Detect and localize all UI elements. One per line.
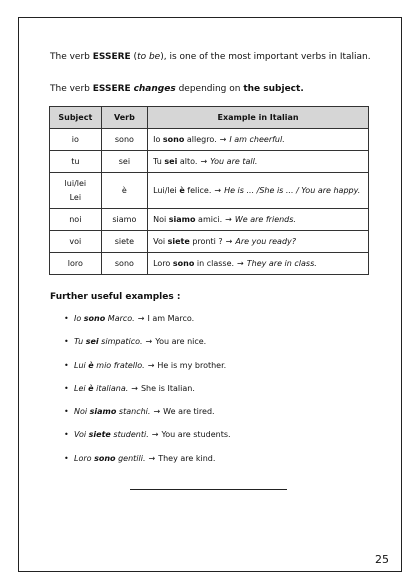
verb-cell: siete <box>101 231 147 253</box>
list-item <box>64 360 231 383</box>
intro-prefix: The verb <box>50 52 93 62</box>
table-row <box>50 253 369 275</box>
header-verb: Verb <box>101 107 147 129</box>
example-cell <box>148 151 369 173</box>
arrow-icon: → <box>225 237 233 246</box>
example-verb: è <box>88 360 94 370</box>
table-header-row <box>50 107 369 129</box>
arrow-icon: → <box>148 453 156 463</box>
example-post: allegro. <box>184 135 217 144</box>
example-post: studenti. <box>110 430 149 440</box>
further-examples-title: Further useful examples : <box>50 292 181 302</box>
intro-paragraph <box>50 52 371 63</box>
arrow-icon: → <box>237 259 244 268</box>
example-post: amici. <box>195 215 223 224</box>
example-pre: Lui <box>74 360 89 370</box>
divider-line <box>130 489 287 490</box>
conjugation-table <box>49 106 369 275</box>
changes-paragraph <box>50 84 304 95</box>
arrow-icon: → <box>151 430 159 440</box>
verb-cell: siamo <box>101 209 147 231</box>
arrow-icon: → <box>214 186 222 195</box>
examples-list <box>64 313 231 476</box>
changes-middle: depending on <box>175 84 244 94</box>
bullet-icon: • <box>64 360 69 370</box>
example-post: mio fratello. <box>93 360 145 370</box>
list-item <box>64 336 231 359</box>
example-verb: è <box>88 383 94 393</box>
example-translation: I am cheerful. <box>229 135 285 144</box>
verb-cell: sono <box>101 129 147 151</box>
example-cell <box>148 231 369 253</box>
example-verb: siamo <box>89 407 117 417</box>
intro-suffix: ), is one of the most important verbs in Italian. <box>160 52 371 62</box>
arrow-icon: → <box>145 337 153 347</box>
example-pre: Tu <box>153 157 165 166</box>
example-post: in classe. <box>194 259 235 268</box>
list-item <box>64 406 231 429</box>
bullet-icon: • <box>64 383 69 393</box>
example-translation: You are tall. <box>210 157 258 166</box>
example-pre: Io <box>153 135 163 144</box>
table-row <box>50 129 369 151</box>
example-verb: sei <box>164 157 178 166</box>
changes-subject: the subject. <box>243 84 304 94</box>
example-pre: Noi <box>74 407 90 417</box>
example-translation: He is my brother. <box>157 360 227 370</box>
table-row <box>50 231 369 253</box>
arrow-icon: → <box>153 407 161 417</box>
example-translation: I am Marco. <box>147 314 195 323</box>
example-translation: You are students. <box>161 430 231 440</box>
example-verb: sei <box>85 337 99 347</box>
bullet-icon: • <box>64 407 69 417</box>
header-subject: Subject <box>50 107 102 129</box>
arrow-icon: → <box>137 314 145 323</box>
table-row <box>50 151 369 173</box>
bullet-icon: • <box>64 430 69 440</box>
example-translation: Are you ready? <box>235 237 297 246</box>
example-post: italiana. <box>93 383 129 393</box>
example-cell <box>148 173 369 209</box>
example-pre: Loro <box>74 453 95 463</box>
subject-cell: noi <box>50 209 102 231</box>
example-verb: sono <box>83 314 106 323</box>
example-cell <box>148 209 369 231</box>
example-translation: She is Italian. <box>140 383 195 393</box>
bullet-icon: • <box>64 337 69 347</box>
arrow-icon: → <box>131 383 138 393</box>
example-cell <box>148 129 369 151</box>
page-number: 25 <box>375 553 389 566</box>
list-item <box>64 429 231 452</box>
example-verb: siamo <box>168 215 196 224</box>
example-translation: You are nice. <box>155 337 207 347</box>
changes-verb: ESSERE <box>92 84 131 94</box>
example-post: felice. <box>184 186 212 195</box>
table-row <box>50 209 369 231</box>
subject-cell <box>50 173 102 209</box>
example-pre: Lei <box>74 383 89 393</box>
arrow-icon: → <box>219 135 227 144</box>
example-pre: Loro <box>153 259 173 268</box>
changes-prefix: The verb <box>50 84 93 94</box>
example-verb: siete <box>88 430 111 440</box>
example-translation: We are tired. <box>163 407 215 417</box>
subject-cell: io <box>50 129 102 151</box>
arrow-icon: → <box>225 215 232 224</box>
example-verb: sono <box>94 453 116 463</box>
example-pre: Lui/lei <box>153 186 180 195</box>
subject-cell: voi <box>50 231 102 253</box>
arrow-icon: → <box>147 360 155 370</box>
bullet-icon: • <box>64 453 69 463</box>
example-verb: sono <box>162 135 185 144</box>
example-verb: è <box>179 186 185 195</box>
example-cell <box>148 253 369 275</box>
bullet-icon: • <box>64 314 69 323</box>
example-translation: He is ... /She is ... / You are happy. <box>224 186 361 195</box>
example-post: stanchi. <box>116 407 151 417</box>
example-post: alto. <box>177 157 198 166</box>
arrow-icon: → <box>200 157 208 166</box>
intro-meaning: to be <box>137 52 161 62</box>
example-pre: Tu <box>74 337 86 347</box>
header-example: Example in Italian <box>148 107 369 129</box>
subject-cell: loro <box>50 253 102 275</box>
example-translation: We are friends. <box>234 215 296 224</box>
example-translation: They are kind. <box>158 453 216 463</box>
verb-cell: sono <box>101 253 147 275</box>
example-pre: Voi <box>74 430 89 440</box>
example-translation: They are in class. <box>246 259 317 268</box>
table-row <box>50 173 369 209</box>
verb-cell: sei <box>101 151 147 173</box>
example-post: Marco. <box>105 314 135 323</box>
example-post: pronti ? <box>189 237 223 246</box>
subject-line-1: lui/lei <box>64 178 87 188</box>
list-item <box>64 313 231 336</box>
subject-cell: tu <box>50 151 102 173</box>
example-post: simpatico. <box>98 337 143 347</box>
intro-verb: ESSERE <box>92 52 131 62</box>
example-pre: Voi <box>153 237 168 246</box>
example-pre: Io <box>74 314 84 323</box>
subject-line-2: Lei <box>69 192 82 202</box>
example-post: gentili. <box>115 453 146 463</box>
intro-open: ( <box>130 52 138 62</box>
example-pre: Noi <box>153 215 169 224</box>
changes-word: changes <box>133 84 176 94</box>
verb-cell: è <box>101 173 147 209</box>
list-item <box>64 453 231 476</box>
example-verb: siete <box>167 237 190 246</box>
list-item <box>64 383 231 406</box>
example-verb: sono <box>172 259 195 268</box>
